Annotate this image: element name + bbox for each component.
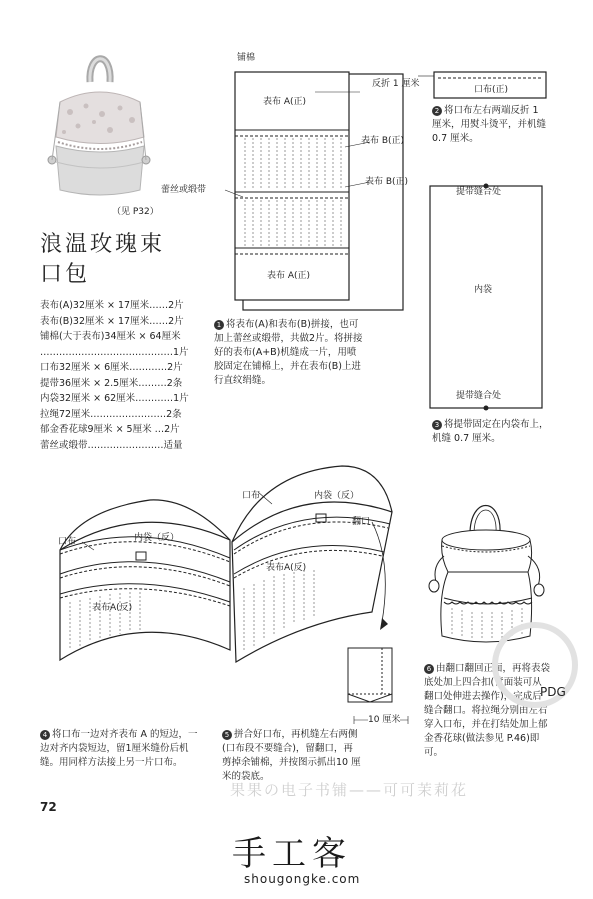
label-flip-opening: 翻口	[352, 517, 371, 527]
step-number: 5	[222, 730, 232, 740]
step-4-body: 将口布一边对齐表布 A 的短边，一边对齐内袋短边，留1厘米缝份后机缝。用同样方法接上另一片口布。	[40, 729, 198, 768]
step-number: 6	[424, 664, 434, 674]
step-5-text	[222, 728, 362, 784]
step-5-body: 拼合好口布，再机缝左右两侧(口布段不要缝合)，留翻口，再剪掉余铺棉，并按图示抓出10 厘米的袋底。	[222, 729, 361, 782]
label-fabric-b-2: 表布 B(正)	[365, 177, 409, 187]
step-number: 1	[214, 320, 224, 330]
material-item: 提带36厘米 × 2.5厘米………2条	[40, 377, 183, 389]
diagram-inner-bag	[428, 182, 548, 414]
label-fabric-b-1: 表布 B(正)	[361, 136, 405, 146]
label-mouth-fabric: 口布	[242, 491, 261, 501]
label-handle-top: 提带缝合处	[456, 187, 502, 197]
step-3-text	[432, 418, 552, 446]
label-inner-bag: 内袋	[474, 285, 493, 295]
material-item: 口布32厘米 × 6厘米…………2片	[40, 362, 183, 373]
label-inner-bag: 内袋（反）	[314, 491, 360, 501]
step-4-text	[40, 728, 198, 770]
step-1-body: 将表布(A)和表布(B)拼接，也可加上蕾丝或缎带，共做2片。将拼接好的表布(A+B)机缝成一片，用喷胶固定在铺棉上，并在表布(B)上进行直纹绢缝。	[214, 319, 363, 386]
footer-url[interactable]: shougongke.com	[244, 872, 361, 886]
step-2-body: 将口布左右两端反折 1 厘米，用熨斗烫平，并机缝 0.7 厘米。	[432, 105, 547, 144]
step-number: 2	[432, 106, 442, 116]
label-inner-bag: 内袋（反）	[134, 533, 180, 543]
label-dimension: 10 厘米	[368, 715, 401, 725]
step-2-text	[432, 104, 550, 146]
step-1-text	[214, 318, 364, 388]
drawstring-bag-photo	[40, 42, 158, 207]
diagram-attach-mouth	[40, 490, 240, 700]
label-outer-fabric: 表布A(反)	[266, 563, 307, 573]
label-fabric-a-top: 表布 A(正)	[263, 97, 307, 107]
diagram-mouth-fabric	[372, 66, 558, 106]
title-line-2: 口包	[40, 262, 91, 287]
step-number: 3	[432, 420, 442, 430]
material-item: 表布(B)32厘米 × 17厘米……2片	[40, 315, 184, 327]
label-handle-bottom: 提带缝合处	[456, 391, 502, 401]
label-fold: 反折 1 厘米	[372, 79, 420, 89]
page-number: 72	[40, 800, 57, 814]
title-line-1: 浪温玫瑰束	[40, 232, 166, 257]
material-item: 蕾丝或缎带……………………适量	[40, 439, 183, 451]
see-page-ref: （见 P32）	[112, 207, 159, 217]
material-item: 内袋32厘米 × 62厘米…………1片	[40, 393, 189, 404]
label-lace: 蕾丝或缎带	[161, 185, 207, 195]
step-6-body: 由翻口翻回正面，再将表袋底处加上四合扣(背面装可从翻口处伸进去操作)，完成后缝合翻口。将拉绳分别由左右穿入口布，并在打结处加上郁金香花球(做法参见 P.46)即可。	[424, 663, 551, 758]
pdg-stamp	[490, 620, 580, 710]
step-3-body: 将提带固定在内袋布上，机缝 0.7 厘米。	[432, 419, 549, 444]
label-batting: 铺棉	[237, 53, 256, 63]
diagram-sew-sides	[222, 462, 418, 732]
product-photo	[40, 42, 158, 207]
label-mouth-fabric: 口布(正)	[474, 85, 509, 95]
material-item: 铺棉(大于表布)34厘米 × 64厘米	[40, 331, 181, 342]
label-outer-fabric: 表布A(反)	[92, 603, 133, 613]
label-fabric-a-bottom: 表布 A(正)	[267, 271, 311, 281]
material-item: ……………………………………1片	[40, 346, 189, 358]
material-item: 拉绳72厘米……………………2条	[40, 408, 182, 420]
watermark-text: 果果の电子书铺——可可茉莉花	[230, 781, 469, 799]
label-mouth-fabric: 口布	[58, 537, 77, 547]
materials-list	[40, 298, 200, 453]
material-item: 郁金香花球9厘米 × 5厘米 …2片	[40, 424, 180, 435]
material-item: 表布(A)32厘米 × 17厘米……2片	[40, 300, 184, 311]
step-number: 4	[40, 730, 50, 740]
page-title	[40, 230, 165, 290]
footer-brand-logo: 手工客	[232, 834, 352, 874]
pdg-text: PDG	[540, 685, 566, 699]
